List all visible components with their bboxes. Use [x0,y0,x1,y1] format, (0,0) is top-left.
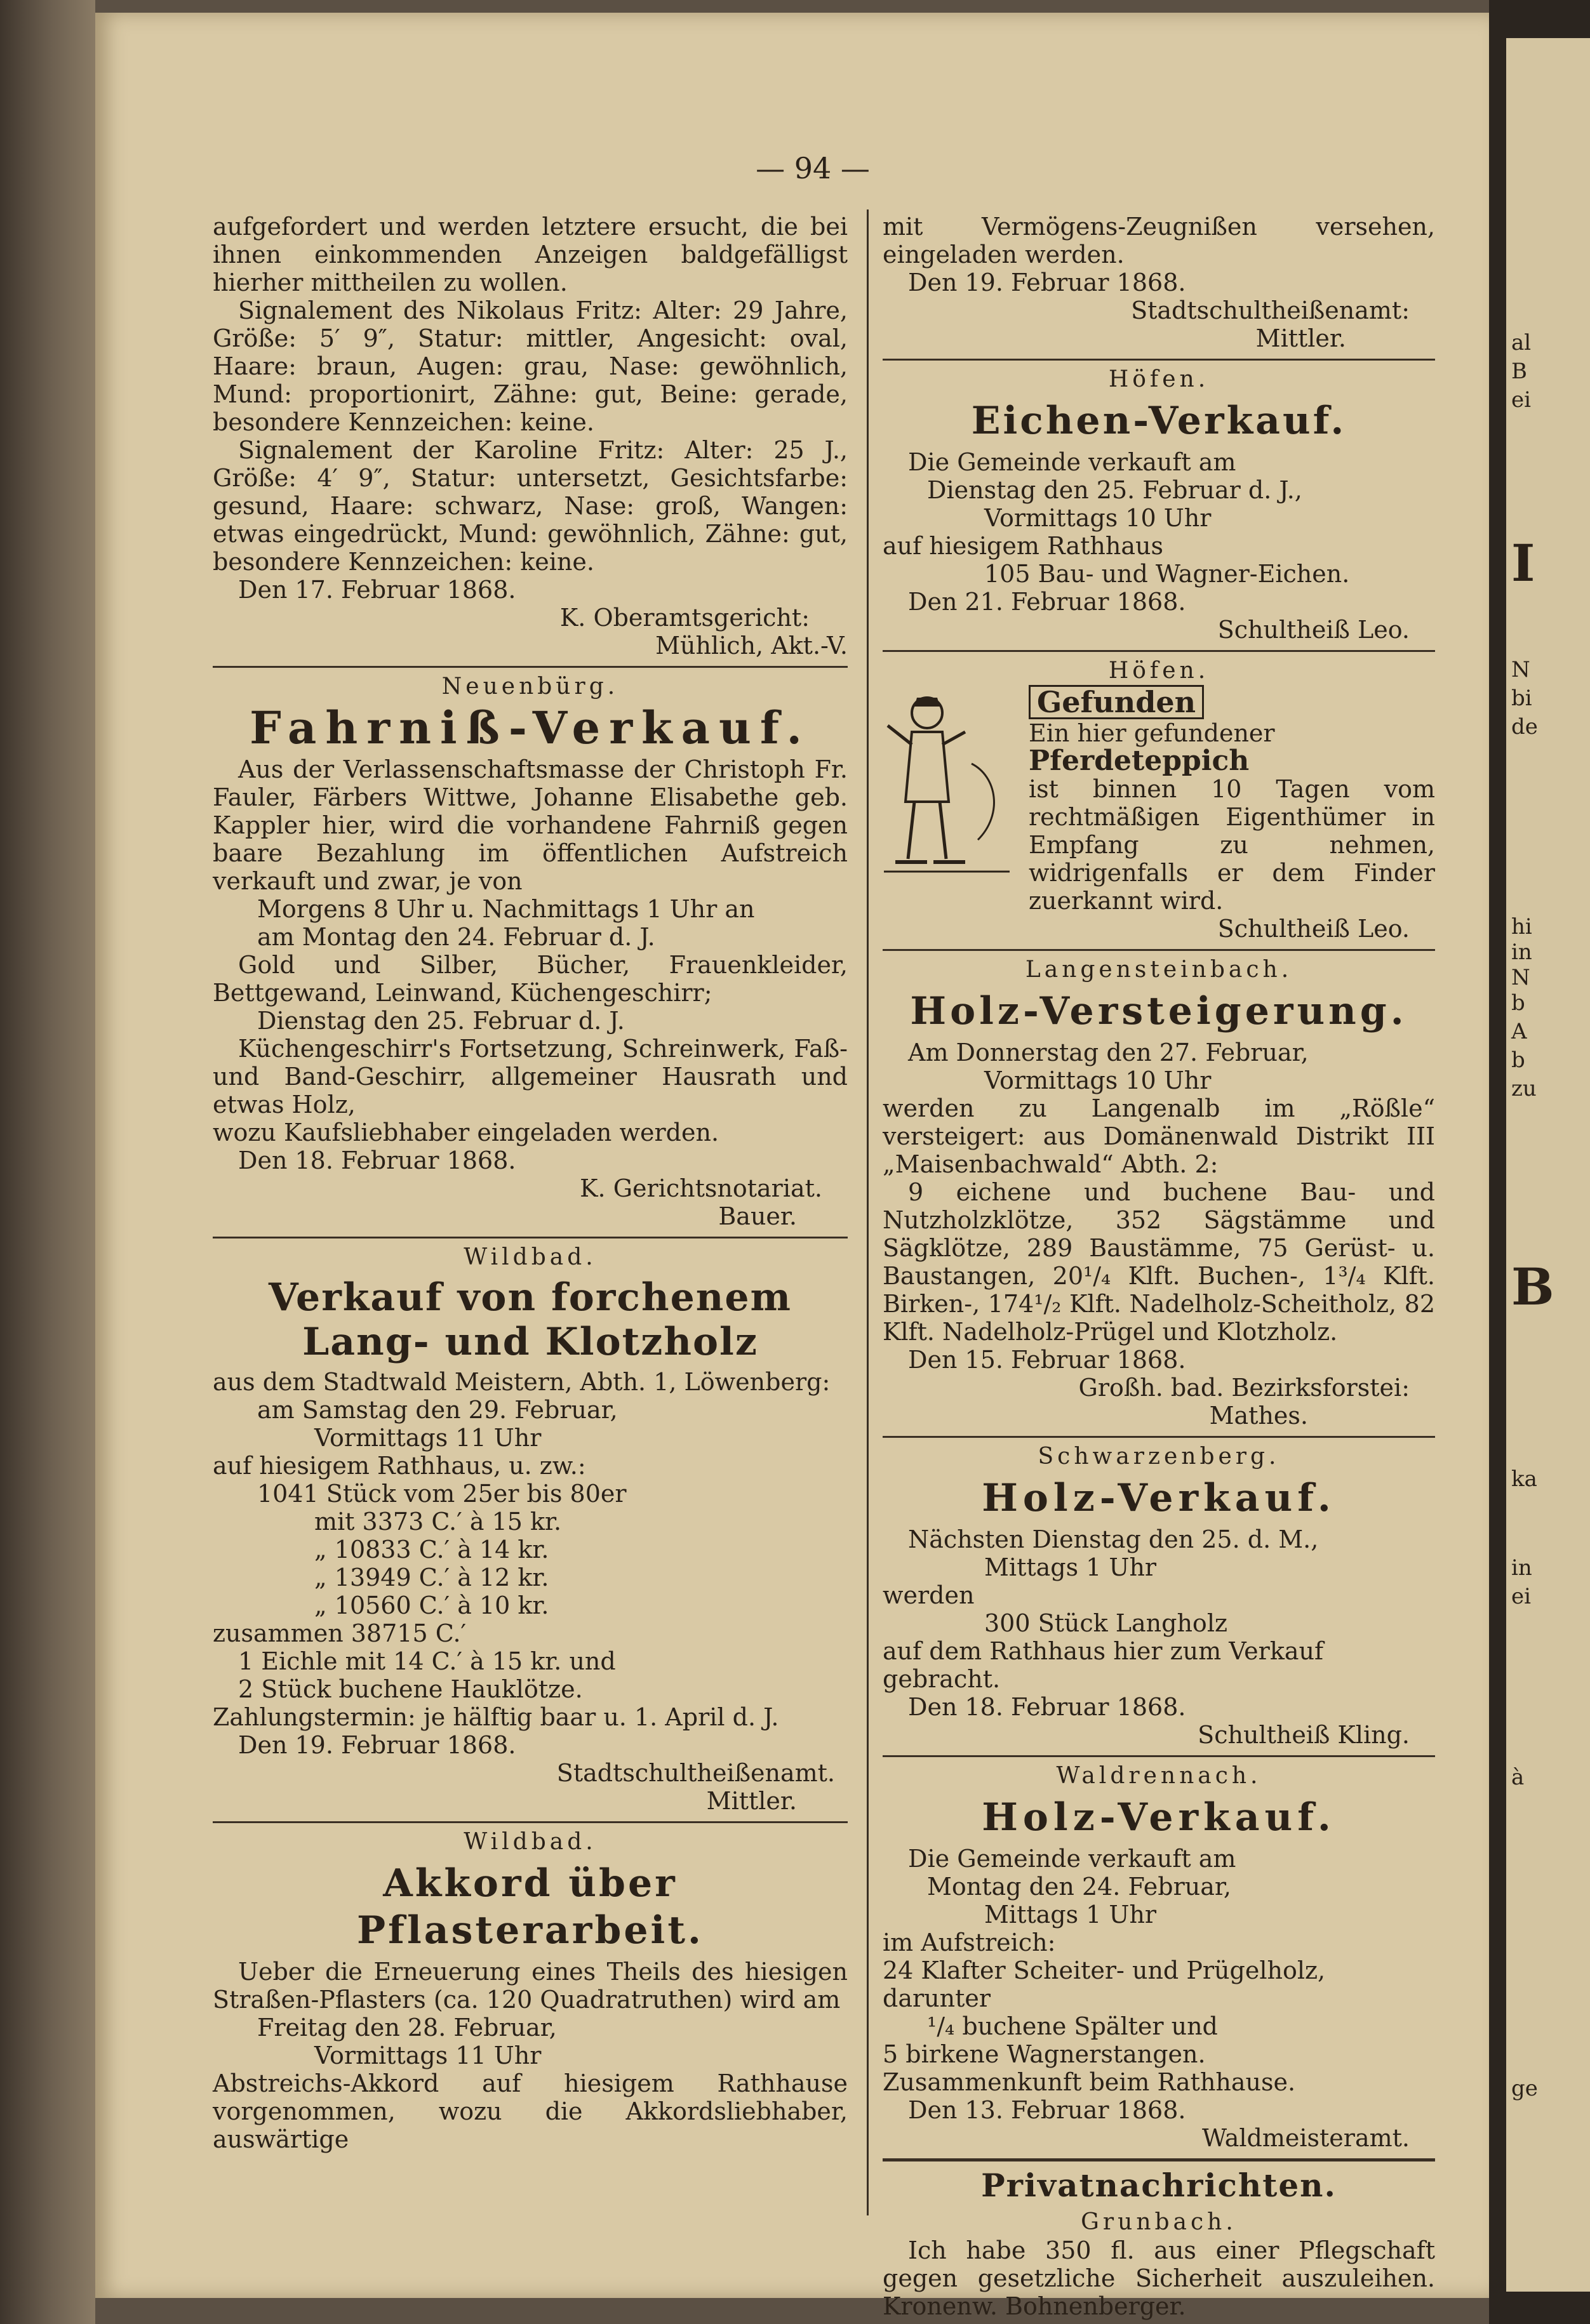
text-line: 2 Stück buchene Hauklötze. [238,1675,583,1703]
date-line: Den 15. Februar 1868. [908,1346,1186,1374]
text-line: 105 Bau- und Wagner-Eichen. [984,560,1350,588]
next-fragment: ei [1511,1584,1531,1609]
next-fragment: ka [1511,1466,1537,1492]
next-fragment: à [1511,1765,1525,1790]
ad-holz-verkauf-waldrennach [883,1762,1435,2152]
text-line: ¹/₄ buchene Spälter und [927,2012,1218,2040]
signature: Mittler. [1255,324,1346,352]
next-fragment: I [1511,533,1535,593]
text-line: Vormittags 11 Uhr [314,2042,542,2069]
paragraph: mit Vermögens-Zeugnißen versehen, eingeladen werden. [883,213,1435,269]
table-total: zusammen 38715 C.′ [213,1619,467,1647]
next-fragment: N [1511,657,1530,682]
table-row: „ 13949 C.′ à 12 kr. [314,1564,549,1591]
ad-heading: Akkord über Pflasterarbeit. [357,1861,704,1953]
ad-place: Neuenbürg. [441,674,619,700]
paragraph: aufgefordert und werden letztere ersucht, die bei ihnen einkommenden Anzeigen baldgefälligst hierher mittheilen zu wollen. [213,213,848,296]
ad-heading: Eichen-Verkauf. [971,399,1347,443]
signature: Großh. bad. Bezirksforstei: [1078,1374,1410,1402]
date-line: Den 19. Februar 1868. [908,269,1186,296]
next-fragment: hi [1511,914,1532,940]
table-row: „ 10833 C.′ à 14 kr. [314,1536,549,1564]
paragraph: 9 eichene und buchene Bau- und Nutzholzklötze, 352 Sägstämme und Sägklötze, 289 Baustämme, 75 Gerüst- u. Baustangen, 20¹/₄ Klft. Buchen-, 1³/₄ Klft. Birken-, 174¹/₂ Klft. Nadelholz-Scheitholz, 82 Klft. Nadelholz-Prügel und Klotzholz. [883,1178,1435,1346]
date-line: Den 13. Februar 1868. [908,2096,1186,2124]
divider [213,666,848,668]
ad-place: Waldrennach. [1056,1763,1262,1789]
ad-place: Höfen. [1108,658,1210,684]
text-line: Vormittags 11 Uhr [314,1424,542,1452]
text-line: Vormittags 10 Uhr [984,1066,1212,1094]
paragraph: ist binnen 10 Tagen vom rechtmäßigen Eigenthümer in Empfang zu nehmen, widrigenfalls er dem Finder zuerkannt wird. [1029,775,1435,915]
text-line: 24 Klafter Scheiter- und Prügelholz, darunter [883,1956,1326,2012]
paragraph: werden zu Langenalb im „Rößle“ versteigert: aus Domänenwald Distrikt III „Maisenbachwald“ Abth. 2: [883,1094,1435,1178]
signature: Waldmeisteramt. [1201,2124,1410,2152]
divider [213,1237,848,1238]
next-fragment: de [1511,714,1538,740]
ad-place: Grunbach. [1081,2209,1237,2235]
ad-place: Höfen. [1108,366,1210,392]
right-column [883,213,1435,2320]
ad-holz-versteigerung [883,956,1435,1430]
next-fragment: A [1511,1019,1527,1044]
text-line: 1 Eichle mit 14 C.′ à 15 kr. und [238,1647,616,1675]
ad-place: Wildbad. [464,1829,597,1855]
text-line: im Aufstreich: [883,1929,1056,1956]
table-row: „ 10560 C.′ à 10 kr. [314,1591,549,1619]
text-line: Nächsten Dienstag den 25. d. M., [908,1525,1319,1553]
signature: Schultheiß Leo. [1217,616,1410,644]
text-line: 5 birkene Wagnerstangen. [883,2040,1206,2068]
ad-heading: Holz-Versteigerung. [910,989,1408,1033]
text-line: Am Donnerstag den 27. Februar, [908,1039,1309,1066]
book-spine [0,0,95,2324]
ad-heading: Holz-Verkauf. [982,1795,1336,1840]
signature: Schultheiß Kling. [1198,1721,1410,1749]
date-line: Den 17. Februar 1868. [238,576,516,604]
text-line: Dienstag den 25. Februar d. J. [257,1007,625,1035]
next-fragment: ge [1511,2076,1538,2101]
town-crier-icon [883,687,1022,878]
text-line: auf hiesigem Rathhaus, u. zw.: [213,1452,586,1480]
ad-holz-verkauf-schwarzenberg [883,1443,1435,1749]
signature: Mittler. [706,1787,797,1815]
paragraph: Signalement des Nikolaus Fritz: Alter: 29 Jahre, Größe: 5′ 9″, Statur: mittler, Angesicht: oval, Haare: braun, Augen: grau, Nase: gewöhnlich, Mund: proportionirt, Zähne: gut, Beine: gerade, besondere Kennzeichen: keine. [213,296,848,436]
text-line: auf hiesigem Rathhaus [883,532,1163,560]
text-line: auf dem Rathhaus hier zum Verkauf gebracht. [883,1637,1324,1693]
ad-place: Schwarzenberg. [1038,1444,1280,1470]
table-row: mit 3373 C.′ à 15 kr. [314,1508,562,1536]
section-heading: Privatnachrichten. [981,2167,1337,2204]
ad-heading: Holz-Verkauf. [982,1476,1336,1520]
next-fragment: bi [1511,686,1532,711]
paragraph: Gold und Silber, Bücher, Frauenkleider, Bettgewand, Leinwand, Küchengeschirr; [213,951,848,1007]
divider [883,2158,1435,2161]
paragraph: Aus der Verlassenschaftsmasse der Christoph Fr. Fauler, Färbers Wittwe, Johanne Elisabethe geb. Kappler hier, wird die vorhandene Fahrniß gegen baare Bezahlung im öffentlichen Aufstreich verkauft und zwar, je von [213,755,848,895]
next-fragment: b [1511,1047,1525,1073]
signature: Schultheiß Leo. [1217,915,1410,943]
signature: Mathes. [1209,1402,1308,1430]
text-line: 300 Stück Langholz [984,1609,1227,1637]
text-line: werden [883,1581,975,1609]
left-column [213,213,848,2153]
divider [883,949,1435,951]
ad-fahrniss-verkauf [213,673,848,1230]
gefunden-stamp: Gefunden [1029,685,1204,719]
ad-eichen-verkauf [883,366,1435,644]
divider [883,650,1435,652]
signature: Stadtschultheißenamt: [1131,296,1410,324]
text-line: am Montag den 24. Februar d. J. [257,923,655,951]
paragraph: Küchengeschirr's Fortsetzung, Schreinwerk, Faß- und Band-Geschirr, allgemeiner Hausrath und etwas Holz, [213,1035,848,1119]
text-line: Morgens 8 Uhr u. Nachmittags 1 Uhr an [257,895,755,923]
next-fragment: N [1511,965,1530,990]
column-divider [867,209,869,2215]
text-line: Die Gemeinde verkauft am [908,1845,1236,1873]
text-line: Die Gemeinde verkauft am [908,448,1236,476]
ad-gefunden [883,657,1435,943]
text-line: Freitag den 28. Februar, [257,2014,557,2042]
paragraph: Ich habe 350 fl. aus einer Pflegschaft gegen gesetzliche Sicherheit auszuleihen. Kronenw. Bohnenberger. [883,2236,1435,2320]
text-line: Montag den 24. Februar, [927,1873,1231,1901]
signature: Stadtschultheißenamt. [556,1759,835,1787]
paragraph: Ein hier gefundener [1029,719,1275,747]
date-line: Den 18. Februar 1868. [238,1146,516,1174]
private-notices [883,2167,1435,2320]
text-line: 1041 Stück vom 25er bis 80er [257,1480,627,1508]
next-fragment: ei [1511,387,1531,413]
next-fragment: B [1511,1257,1554,1317]
town-crier-illustration [883,687,1022,891]
divider [883,359,1435,361]
page-number: — 94 — [756,151,870,185]
text-line: Vormittags 10 Uhr [984,504,1212,532]
text-line: Zusammenkunft beim Rathhause. [883,2068,1296,2096]
divider [883,1755,1435,1757]
divider [883,1436,1435,1438]
next-fragment: B [1511,359,1527,384]
paragraph: Ueber die Erneuerung eines Theils des hiesigen Straßen-Pflasters (ca. 120 Quadratruthen) wird am [213,1958,848,2014]
next-page-edge [1506,38,1590,2292]
signature: K. Gerichtsnotariat. [580,1174,822,1202]
text-line: Dienstag den 25. Februar d. J., [927,476,1302,504]
signature: Mühlich, Akt.-V. [655,632,848,660]
ad-heading: Fahrniß-Verkauf. [250,701,811,754]
paragraph: aus dem Stadtwald Meistern, Abth. 1, Löwenberg: [213,1368,831,1396]
next-fragment: al [1511,330,1532,355]
ad-place: Langensteinbach. [1025,957,1293,983]
ad-place: Wildbad. [464,1244,597,1270]
text-line: Mittags 1 Uhr [984,1901,1157,1929]
date-line: Den 18. Februar 1868. [908,1693,1186,1721]
text-line: wozu Kaufsliebhaber eingeladen werden. [213,1119,719,1146]
ad-langholz-verkauf [213,1244,848,1815]
next-fragment: in [1511,1555,1532,1581]
signature: Bauer. [718,1202,797,1230]
paragraph: Abstreichs-Akkord auf hiesigem Rathhause vorgenommen, wozu die Akkordsliebhaber, auswärtige [213,2069,848,2153]
signature: K. Oberamtsgericht: [559,604,810,632]
next-fragment: in [1511,940,1532,965]
text-line: am Samstag den 29. Februar, [257,1396,618,1424]
next-fragment: b [1511,990,1525,1016]
ad-pflasterarbeit [213,1828,848,2153]
found-item: Pferdeteppich [1029,745,1250,777]
next-fragment: zu [1511,1076,1537,1101]
ad-heading: Verkauf von forchenem Lang- und Klotzholz [268,1275,792,1364]
date-line: Den 21. Februar 1868. [908,588,1186,616]
divider [213,1821,848,1823]
paragraph: Signalement der Karoline Fritz: Alter: 25 J., Größe: 4′ 9″, Statur: untersetzt, Gesichtsfarbe: gesund, Haare: schwarz, Nase: groß, Wangen: etwas eingedrückt, Mund: gewöhnlich, Zähne: gut, besondere Kennzeichen: keine. [213,436,848,576]
text-line: Zahlungstermin: je hälftig baar u. 1. April d. J. [213,1703,779,1731]
date-line: Den 19. Februar 1868. [238,1731,516,1759]
text-line: Mittags 1 Uhr [984,1553,1157,1581]
